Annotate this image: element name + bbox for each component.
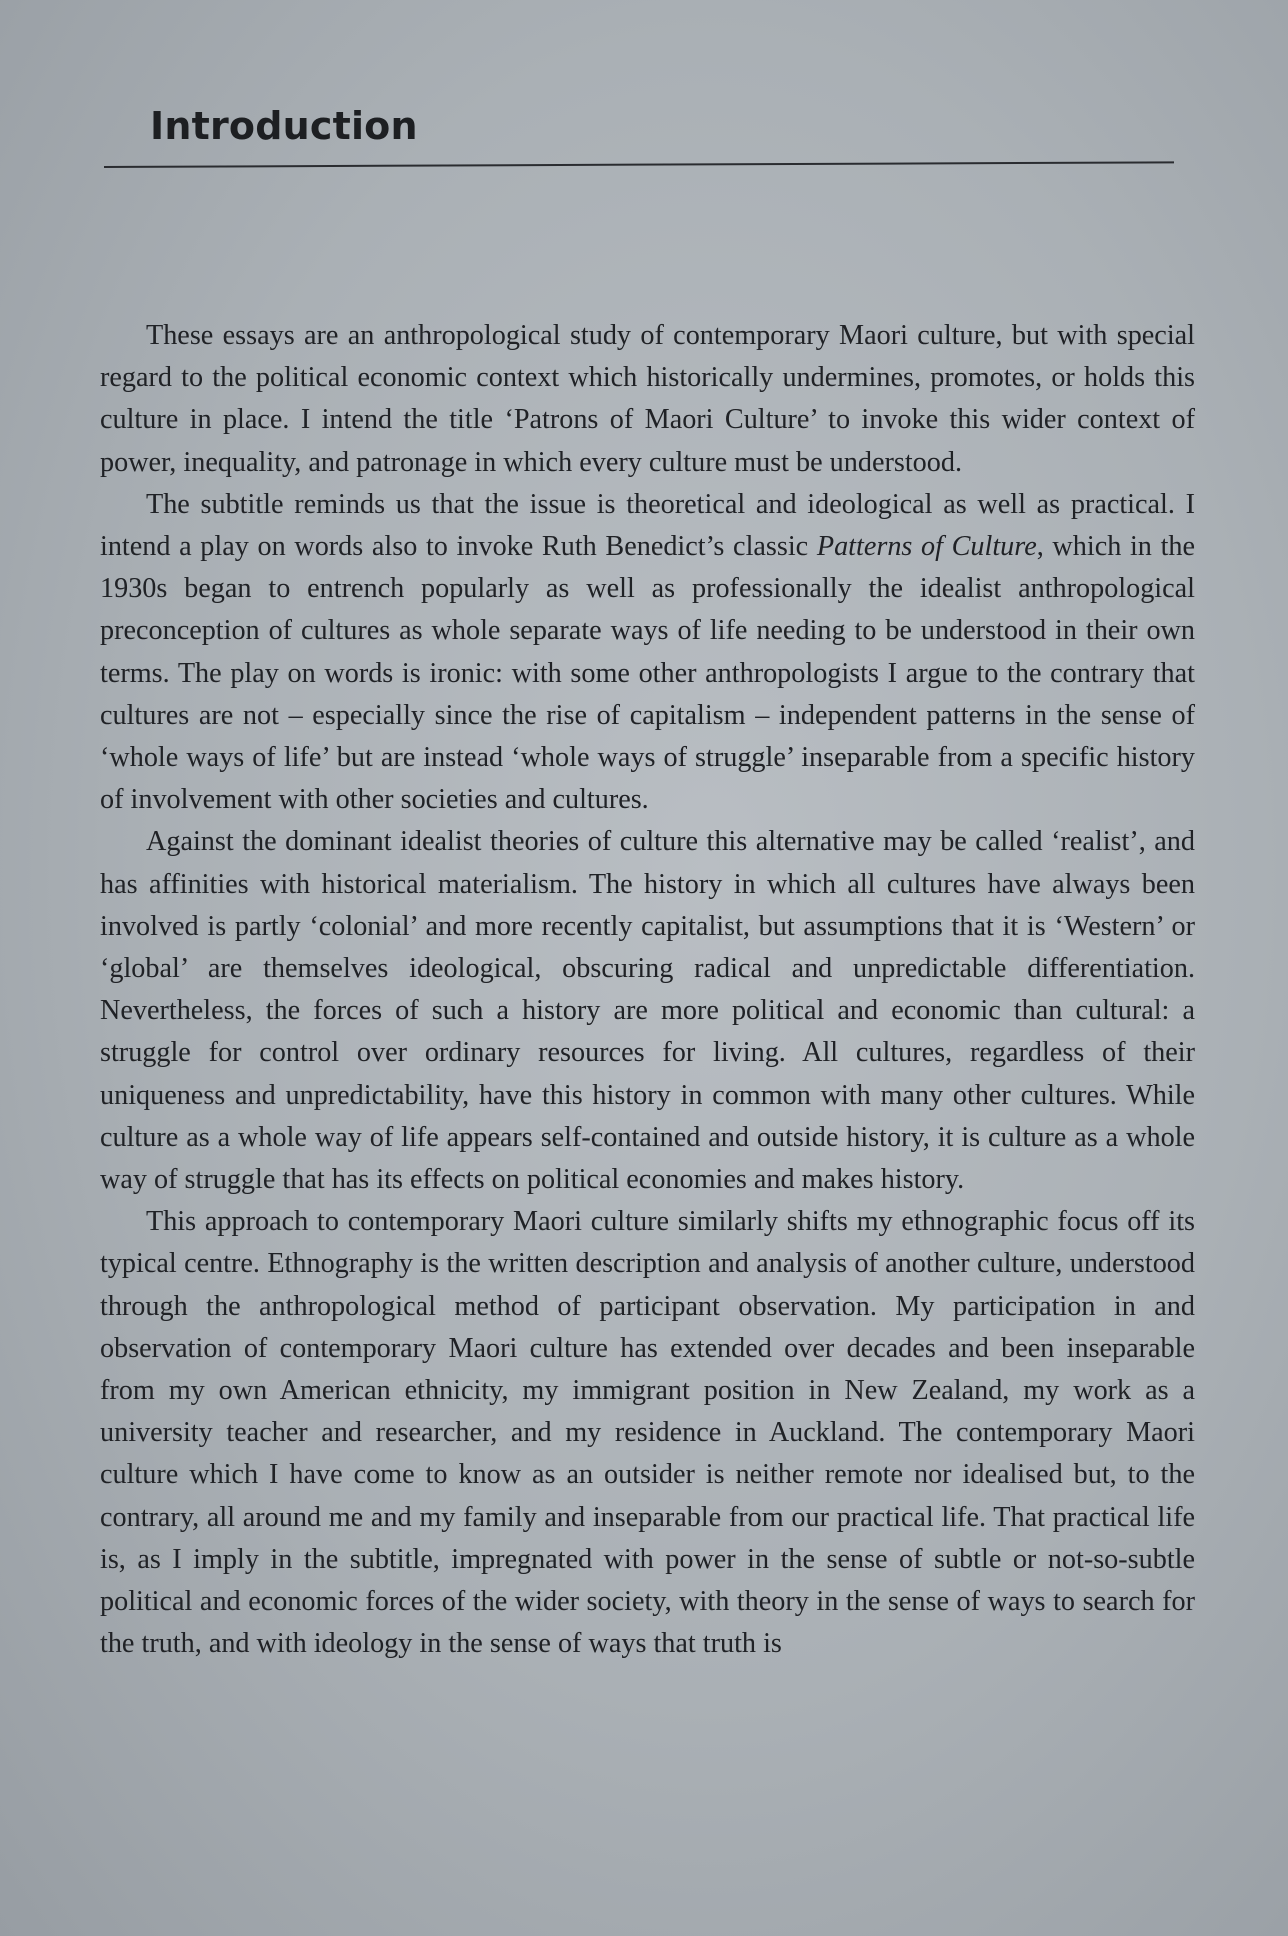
body-text: [100, 315, 1195, 1666]
paragraph-3: Against the dominant idealist theories of culture this alternative may be called ‘realist’, and has affinities with historical materialism. The history in which all cultures have always been involved is partly ‘colonial’ and more recently capitalist, but assumptions that it is ‘Western’ or ‘global’ are themselves ideological, obscuring radical and unpredictable differentiation. Nevertheless, the forces of such a history are more political and economic than cultural: a struggle for control over ordinary resources for living. All cultures, regardless of their uniqueness and unpredictability, have this history in common with many other cultures. While culture as a whole way of life appears self-contained and outside history, it is culture as a whole way of struggle that has its effects on political economies and makes history.: [100, 826, 1195, 1196]
paragraph-2-text-before: The subtitle reminds us that the issue is theoretical and ideological as well as practical. I intend a play on words also to invoke Ruth Benedict’s classic: [100, 488, 1195, 563]
chapter-heading: Introduction: [150, 104, 418, 148]
paragraph-1: These essays are an anthropological study of contemporary Maori culture, but with special regard to the political economic context which historically undermines, promotes, or holds this culture in place. I intend the title ‘Patrons of Maori Culture’ to invoke this wider context of power, inequality, and patronage in which every culture must be understood.: [100, 320, 1195, 478]
paragraph-2: [100, 484, 1195, 822]
heading-rule: [104, 161, 1174, 168]
paragraph-2-text-after: , which in the 1930s began to entrench popularly as well as professionally the idealist anthropological preconception of cultures as whole separate ways of life needing to be understood in their own terms. The play on words is ironic: with some other anthropologists I argue to the contrary that cultures are not – especially since the rise of capitalism – independent patterns in the sense of ‘whole ways of life’ but are instead ‘whole ways of struggle’ inseparable from a specific history of involvement with other societies and cultures.: [100, 531, 1195, 816]
paragraph-4: This approach to contemporary Maori culture similarly shifts my ethnographic focus off its typical centre. Ethnography is the written description and analysis of another culture, understood through the anthropological method of participant observation. My participation in and observation of contemporary Maori culture has extended over decades and been inseparable from my own American ethnicity, my immigrant position in New Zealand, my work as a university teacher and researcher, and my residence in Auckland. The contemporary Maori culture which I have come to know as an outsider is neither remote nor idealised but, to the contrary, all around me and my family and inseparable from our practical life. That practical life is, as I imply in the subtitle, impregnated with power in the sense of subtle or not-so-subtle political and economic forces of the wider society, with theory in the sense of ways to search for the truth, and with ideology in the sense of ways that truth is: [100, 1206, 1195, 1660]
book-title-italic: Patterns of Culture: [816, 531, 1037, 563]
